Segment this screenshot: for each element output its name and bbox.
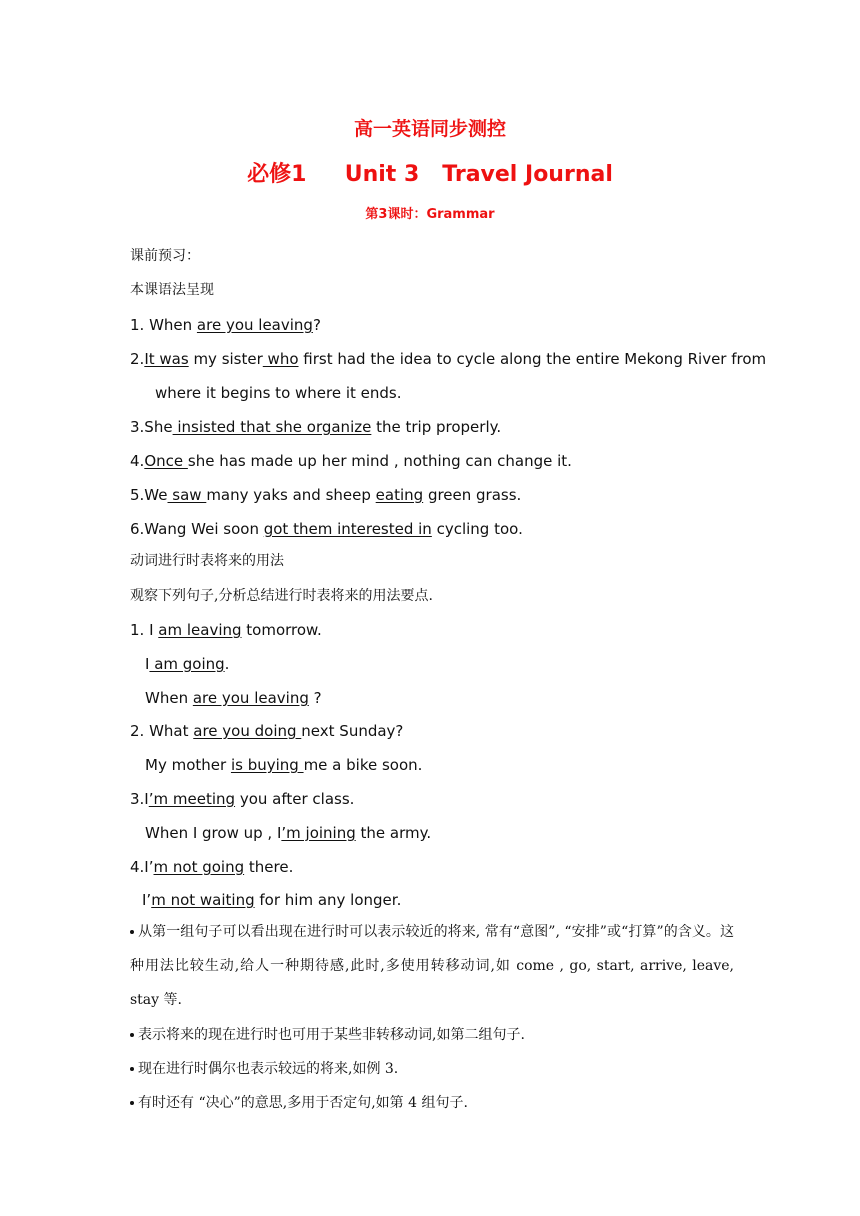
example-sentence: 2.It was my sister who first had the idea to cycle along the entire Mekong River from (130, 350, 767, 368)
note-paragraph: 从第一组句子可以看出现在进行时可以表示较近的将来, 常有“意图”, “安排”或“打算”的含义。这种用法比较生动,给人一种期待感,此时,多使用转移动词,如 come , go, start, arrive, leave, stay 等. (130, 924, 734, 1008)
example-sentence: 3.She insisted that she organize the trip properly. (130, 418, 502, 436)
grammar-sublabel: 本课语法呈现 (130, 282, 214, 298)
example-sentence: 4.Once she has made up her mind , nothing can change it. (130, 452, 572, 470)
example-sentence-continuation: where it begins to where it ends. (155, 384, 402, 402)
note-paragraph: 表示将来的现在进行时也可用于某些非转移动词,如第二组句子. (130, 1025, 525, 1045)
section-heading: 动词进行时表将来的用法 (130, 553, 284, 569)
instruction-text: 观察下列句子,分析总结进行时表将来的用法要点. (130, 588, 433, 604)
observe-sentence: 3.I’m meeting you after class. (130, 790, 355, 808)
bullet-icon (130, 1033, 134, 1037)
note-paragraph: 现在进行时偶尔也表示较远的将来,如例 3. (130, 1059, 398, 1079)
observe-sentence: 1. I am leaving tomorrow. (130, 621, 322, 639)
observe-sentence: I am going. (145, 655, 230, 673)
example-sentence: 1. When are you leaving? (130, 316, 321, 334)
observe-sentence: I’m not waiting for him any longer. (142, 891, 402, 909)
observe-sentence: 4.I’m not going there. (130, 858, 294, 876)
bullet-icon (130, 1101, 134, 1105)
unit-heading: 必修1 Unit 3 Travel Journal (247, 162, 613, 187)
bullet-icon (130, 1067, 134, 1071)
document-title: 高一英语同步测控 (353, 118, 506, 140)
preview-label: 课前预习： (130, 248, 200, 264)
observe-sentence: My mother is buying me a bike soon. (145, 756, 423, 774)
observe-sentence: When are you leaving ? (145, 689, 322, 707)
bullet-icon (130, 930, 134, 934)
observe-sentence: When I grow up , I’m joining the army. (145, 824, 432, 842)
observe-sentence: 2. What are you doing next Sunday? (130, 722, 404, 740)
note-paragraph: 有时还有 “决心”的意思,多用于否定句,如第 4 组句子. (130, 1093, 468, 1113)
example-sentence: 6.Wang Wei soon got them interested in cycling too. (130, 520, 523, 538)
lesson-heading: 第3课时：Grammar (365, 207, 495, 222)
example-sentence: 5.We saw many yaks and sheep eating green grass. (130, 486, 522, 504)
